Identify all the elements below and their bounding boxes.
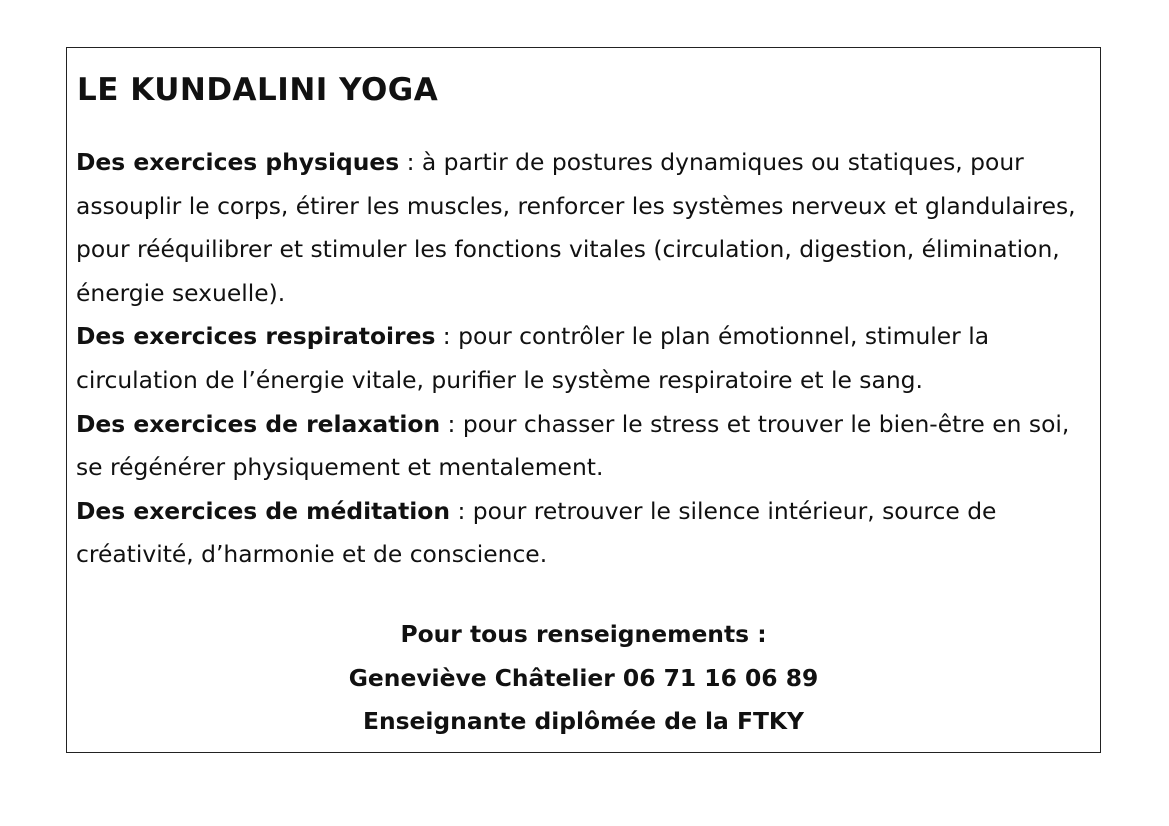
contact-heading: Pour tous renseignements : — [400, 620, 767, 648]
info-card — [66, 47, 1101, 753]
body-text — [76, 141, 1088, 577]
section-text-meditation: : pour retrouver le silence intérieur, source de créativité, d’harmonie et de conscience. — [76, 496, 997, 569]
section-heading-meditation: Des exercices de méditation — [76, 496, 451, 525]
contact-credential: Enseignante diplômée de la FTKY — [363, 707, 804, 736]
page-title: LE KUNDALINI YOGA — [77, 72, 439, 108]
section-heading-physical: Des exercices physiques — [76, 148, 400, 176]
section-text-physical: : à partir de postures dynamiques ou statiques, pour assouplir le corps, étirer les muscles, renforcer les systèmes nerveux et glandulaires, pour rééquilibrer et stimuler les fonctions vitales (circulation, digestion, élimination, énergie sexuelle). — [76, 148, 1076, 307]
section-relaxation — [76, 403, 1088, 490]
contact-block — [67, 613, 1100, 744]
section-heading-breathing: Des exercices respiratoires — [76, 322, 436, 351]
section-meditation — [76, 490, 1088, 577]
section-text-relaxation: : pour chasser le stress et trouver le bien-être en soi, se régénérer physiquement et mentalement. — [76, 409, 1070, 482]
section-breathing — [76, 315, 1088, 402]
section-heading-relaxation: Des exercices de relaxation — [76, 409, 441, 438]
section-text-breathing: : pour contrôler le plan émotionnel, stimuler la circulation de l’énergie vitale, purifier le système respiratoire et le sang. — [76, 322, 990, 394]
contact-name-phone: Geneviève Châtelier 06 71 16 06 89 — [348, 663, 819, 692]
section-physical — [76, 141, 1088, 315]
